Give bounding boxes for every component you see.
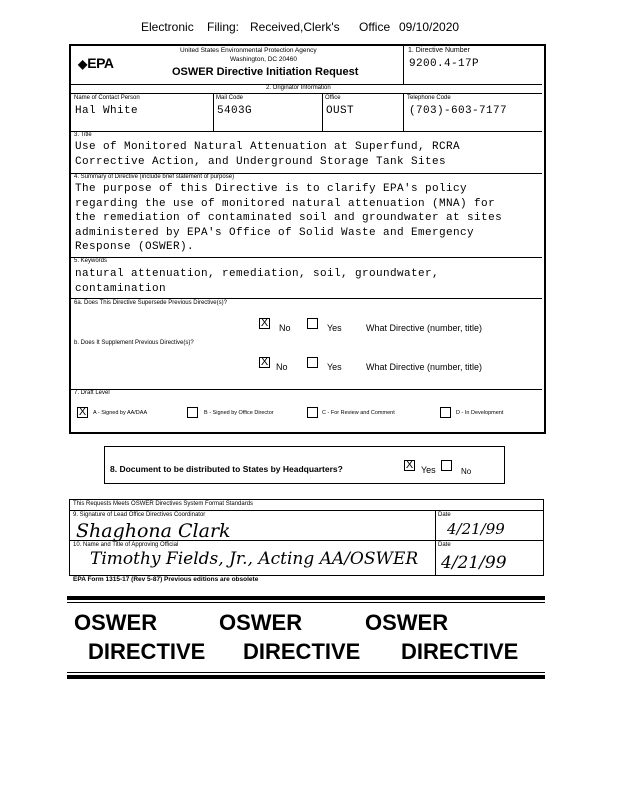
distribution-no-label: No (461, 467, 472, 476)
office-label: Office (325, 95, 341, 101)
coordinator-date-label: Date (438, 512, 451, 518)
divider (70, 510, 543, 511)
summary-line: Response (OSWER). (75, 241, 195, 253)
divider (71, 389, 542, 390)
supplement-yes-checkbox[interactable] (307, 357, 318, 368)
approving-label: 10. Name and Title of Approving Official (73, 542, 179, 548)
draft-c-label: C - For Review and Comment (322, 410, 395, 416)
distribution-yes-label: Yes (421, 465, 436, 475)
keywords-label: 5. Keywords (74, 258, 108, 264)
approving-signature: Timothy Fields, Jr., Acting AA/OSWER (90, 549, 419, 569)
distribution-yes-checkbox[interactable]: X (405, 459, 414, 471)
draft-d-checkbox[interactable] (440, 407, 451, 418)
footer-oswer: OSWER (219, 610, 303, 635)
format-note: This Requests Meets OSWER Directives System Format Standards (73, 501, 254, 507)
supplement-no-checkbox[interactable]: X (260, 356, 269, 368)
footer-oswer: OSWER (74, 610, 158, 635)
phone-label: Telephone Code (407, 95, 451, 101)
originator-section-label: 2. Originator Information (266, 85, 331, 91)
filing-label: Filing: (207, 20, 240, 34)
agency-name: United States Environmental Protection Agency (180, 47, 317, 54)
draft-a-label: A - Signed by AA/DAA (93, 410, 148, 416)
distribution-no-checkbox[interactable] (441, 460, 452, 471)
summary-label: 4. Summary of Directive (include brief statement of purpose) (74, 174, 235, 180)
directive-number-label: 1. Directive Number (408, 47, 470, 54)
footer-rule-bottom-thin (67, 672, 545, 673)
mail-code-value: 5403G (217, 105, 253, 117)
divider (70, 540, 543, 541)
summary-line: The purpose of this Directive is to clarify EPA's policy (75, 183, 468, 195)
divider (71, 93, 542, 94)
contact-value: Hal White (75, 105, 139, 117)
office-value: OUST (326, 105, 355, 117)
approving-date: 4/21/99 (441, 553, 507, 573)
draft-b-label: B - Signed by Office Director (204, 410, 274, 416)
footer-directive: DIRECTIVE (88, 639, 206, 664)
mail-code-label: Mail Code (216, 95, 244, 101)
supersede-question: 6a. Does This Directive Supersede Previous Directive(s)? (74, 300, 227, 306)
form-title: OSWER Directive Initiation Request (172, 66, 359, 78)
footer-rule-bottom (67, 675, 545, 679)
divider (403, 46, 404, 84)
supersede-no-label: No (279, 323, 291, 333)
divider (71, 131, 542, 132)
title-line: Corrective Action, and Underground Storage Tank Sites (75, 155, 447, 168)
draft-b-checkbox[interactable] (187, 407, 198, 418)
footer-directive: DIRECTIVE (401, 639, 519, 664)
epa-logo: ◆EPA (78, 55, 114, 71)
phone-value: (703)-603-7177 (409, 105, 508, 117)
footer-oswer: OSWER (365, 610, 449, 635)
draft-a-checkbox[interactable]: X (78, 406, 87, 418)
supplement-what-label: What Directive (number, title) (366, 362, 483, 372)
divider (435, 510, 436, 576)
approving-date-label: Date (438, 542, 451, 548)
draft-d-label: D - In Development (456, 410, 504, 416)
filing-received: Received,Clerk's (250, 20, 340, 34)
divider (403, 93, 404, 131)
supersede-what-label: What Directive (number, title) (366, 323, 483, 333)
divider (322, 93, 323, 131)
divider (71, 257, 542, 258)
title-line: Use of Monitored Natural Attenuation at Superfund, RCRA (75, 141, 461, 153)
coordinator-label: 9. Signature of Lead Office Directives Coordinator (73, 512, 206, 518)
supersede-yes-label: Yes (327, 323, 342, 333)
filing-electronic: Electronic (141, 20, 194, 34)
summary-line: regarding the use of monitored natural attenuation (MNA) for (75, 197, 496, 210)
keywords-line: natural attenuation, remediation, soil, groundwater, (75, 268, 440, 280)
summary-line: the remediation of contaminated soil and groundwater at sites (75, 212, 503, 224)
coordinator-signature: Shaghona Clark (76, 520, 231, 542)
footer-directive: DIRECTIVE (243, 639, 361, 664)
agency-address: Washington, DC 20460 (230, 56, 297, 63)
filing-office: Office (359, 20, 391, 34)
supersede-yes-checkbox[interactable] (307, 318, 318, 329)
supplement-yes-label: Yes (327, 362, 342, 372)
draft-level-label: 7. Draft Level (74, 390, 110, 396)
draft-c-checkbox[interactable] (307, 407, 318, 418)
epa-seal-icon: ◆ (78, 57, 88, 71)
footer-rule-top-thin (67, 602, 545, 603)
title-value (75, 140, 460, 169)
directive-number: 9200.4-17P (409, 58, 480, 70)
form-note: EPA Form 1315-17 (Rev 5-87) Previous editions are obsolete (73, 576, 259, 583)
contact-label: Name of Contact Person (74, 95, 140, 101)
distribution-question: 8. Document to be distributed to States by Headquarters? (110, 464, 343, 474)
divider (71, 298, 542, 299)
divider (213, 93, 214, 131)
keywords-line: contamination (75, 282, 167, 295)
summary-line: administered by EPA's Office of Solid Waste and Emergency (75, 226, 475, 239)
supersede-no-checkbox[interactable]: X (260, 317, 269, 329)
filing-date: 09/10/2020 (399, 20, 460, 34)
footer-rule-top (67, 596, 545, 600)
keywords-value (75, 267, 439, 296)
summary-value (75, 182, 502, 255)
coordinator-date: 4/21/99 (447, 520, 505, 538)
supplement-question: b. Does It Supplement Previous Directive(s)? (74, 340, 194, 346)
supplement-no-label: No (276, 362, 288, 372)
title-label: 3. Title (74, 132, 92, 138)
